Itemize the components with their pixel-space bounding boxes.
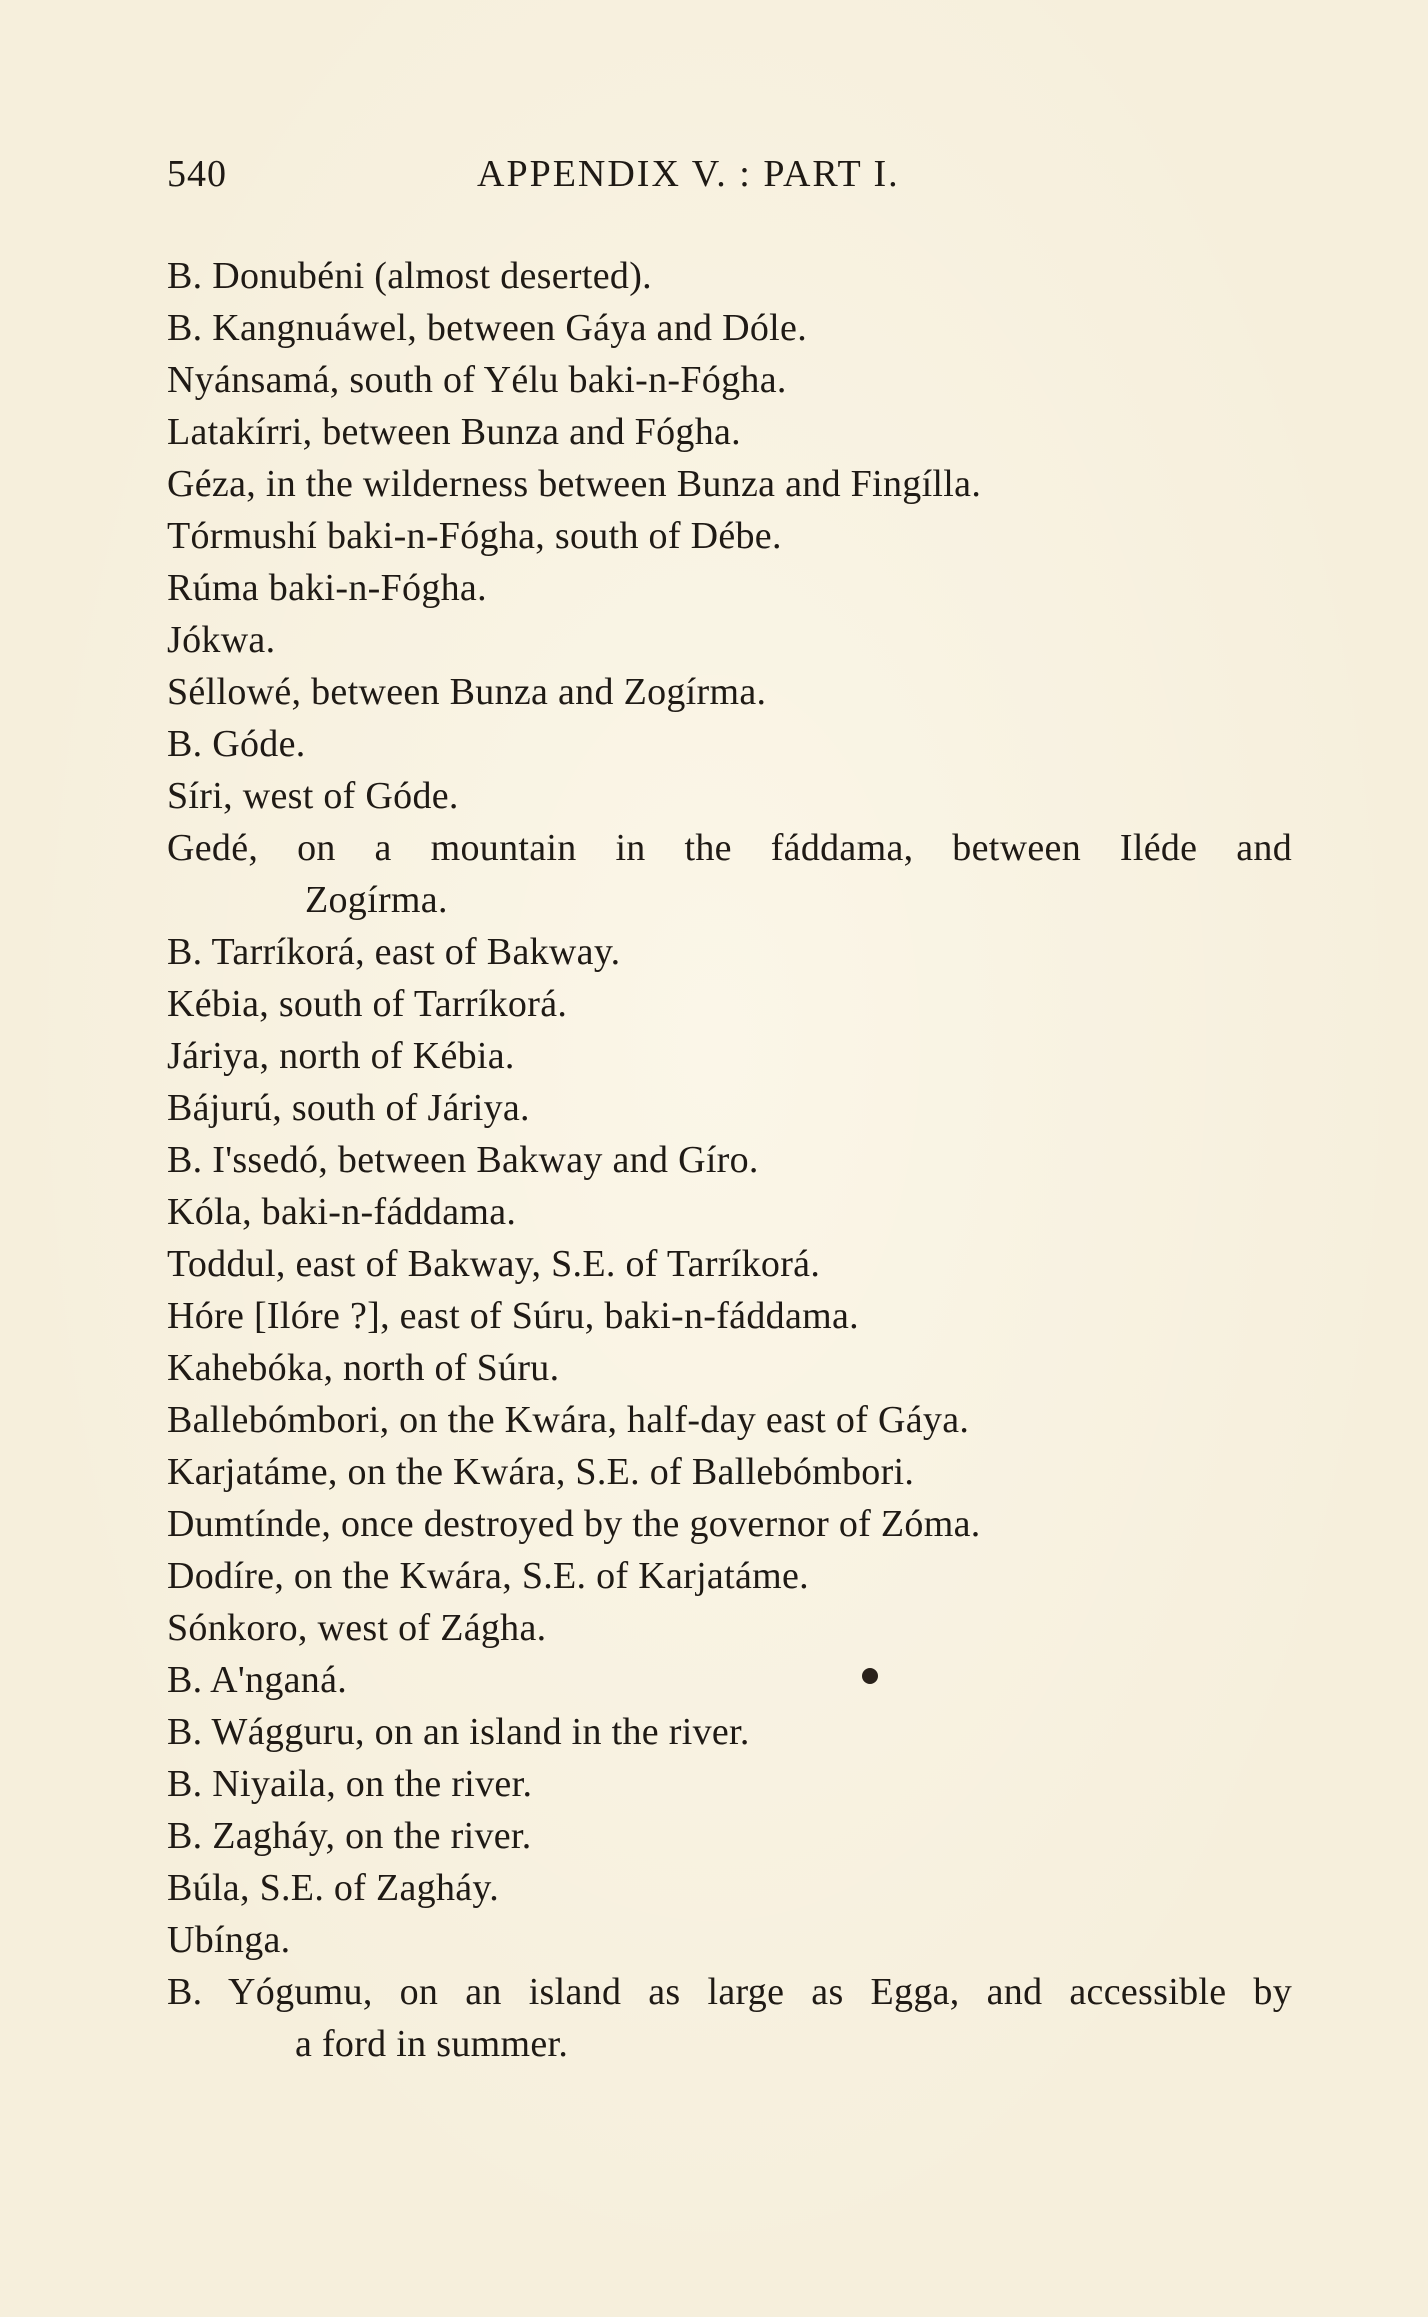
list-item: B. Zagháy, on the river.: [167, 1815, 532, 1857]
list-item: Karjatáme, on the Kwára, S.E. of Ballebómbori.: [167, 1451, 915, 1493]
list-item: Séllowé, between Bunza and Zogírma.: [167, 671, 767, 713]
list-item: B. Tarríkorá, east of Bakway.: [167, 931, 621, 973]
running-head: APPENDIX V. : PART I.: [477, 153, 900, 195]
list-item: B. Kangnuáwel, between Gáya and Dóle.: [167, 307, 807, 349]
list-item: Géza, in the wilderness between Bunza and Fingílla.: [167, 463, 982, 505]
list-item: Járiya, north of Kébia.: [167, 1035, 515, 1077]
list-item-line: B. Yógumu, on an island as large as Egga, and accessible by: [167, 1971, 1292, 2013]
list-item: Dodíre, on the Kwára, S.E. of Karjatáme.: [167, 1555, 809, 1597]
list-item-continuation: Zogírma.: [305, 879, 448, 921]
list-item: Jókwa.: [167, 619, 276, 661]
list-item: Kahebóka, north of Súru.: [167, 1347, 560, 1389]
list-item: Bájurú, south of Járiya.: [167, 1087, 530, 1129]
list-item: [167, 822, 1292, 926]
list-item: B. A'nganá.: [167, 1659, 348, 1701]
list-item: Ballebómbori, on the Kwára, half-day east of Gáya.: [167, 1399, 970, 1441]
list-item: Latakírri, between Bunza and Fógha.: [167, 411, 741, 453]
list-item: B. Wágguru, on an island in the river.: [167, 1711, 750, 1753]
list-item-continuation: a ford in summer.: [295, 2023, 569, 2065]
list-item: Síri, west of Góde.: [167, 775, 459, 817]
list-item: Hóre [Ilóre ?], east of Súru, baki-n-fáddama.: [167, 1295, 859, 1337]
list-item: [167, 1966, 1292, 2070]
list-item: Rúma baki-n-Fógha.: [167, 567, 487, 609]
list-item: B. Donubéni (almost deserted).: [167, 255, 652, 297]
list-item: B. Niyaila, on the river.: [167, 1763, 533, 1805]
place-list: [167, 250, 1292, 2070]
list-item: Búla, S.E. of Zagháy.: [167, 1867, 500, 1909]
list-item: Nyánsamá, south of Yélu baki-n-Fógha.: [167, 359, 787, 401]
list-item: Kébia, south of Tarríkorá.: [167, 983, 568, 1025]
list-item: B. Góde.: [167, 723, 306, 765]
list-item: Dumtínde, once destroyed by the governor of Zóma.: [167, 1503, 981, 1545]
list-item: B. I'ssedó, between Bakway and Gíro.: [167, 1139, 759, 1181]
list-item-line: Gedé, on a mountain in the fáddama, between Iléde and: [167, 827, 1292, 869]
list-item: Tórmushí baki-n-Fógha, south of Débe.: [167, 515, 782, 557]
page-header: [167, 152, 1279, 208]
list-item: Toddul, east of Bakway, S.E. of Tarríkorá.: [167, 1243, 821, 1285]
list-item: Sónkoro, west of Zágha.: [167, 1607, 547, 1649]
ink-spot: [862, 1668, 878, 1684]
page-number: 540: [167, 153, 227, 195]
list-item: Ubínga.: [167, 1919, 291, 1961]
list-item: Kóla, baki-n-fáddama.: [167, 1191, 517, 1233]
